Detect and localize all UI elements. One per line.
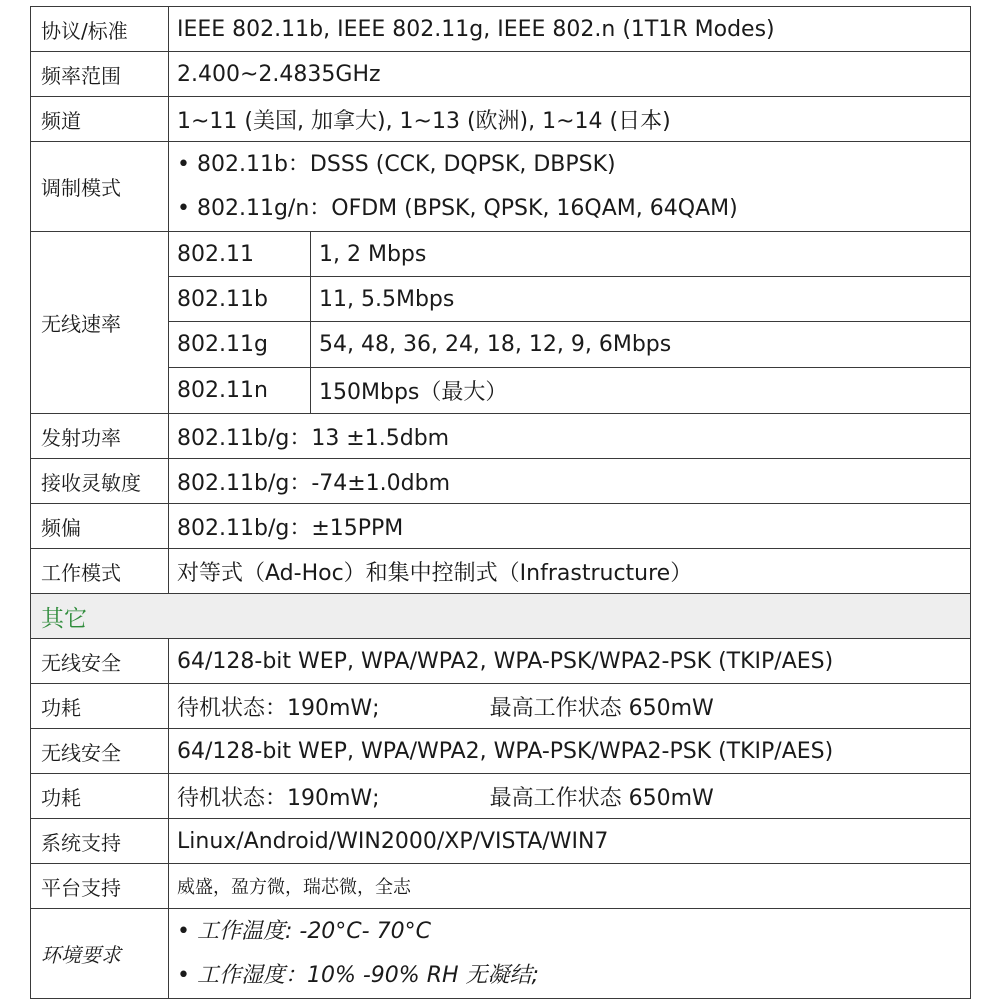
power-standby: 待机状态：190mW; <box>177 785 380 811</box>
section-heading-other: 其它 <box>31 594 971 639</box>
label-work-mode: 工作模式 <box>31 549 169 594</box>
value-channel: 1~11 (美国, 加拿大), 1~13 (欧洲), 1~14 (日本) <box>169 97 971 142</box>
value-sensitivity: 802.11b/g：-74±1.0dbm <box>169 459 971 504</box>
label-channel: 频道 <box>31 97 169 142</box>
value-security: 64/128-bit WEP, WPA/WPA2, WPA-PSK/WPA2-PSK (TKIP/AES) <box>169 639 971 684</box>
label-security: 无线安全 <box>31 729 169 774</box>
row-os <box>31 819 971 864</box>
rate-std: 802.11 <box>169 232 311 277</box>
rate-speed: 11, 5.5Mbps <box>311 277 971 322</box>
label-os: 系统支持 <box>31 819 169 864</box>
rate-std: 802.11n <box>169 368 311 414</box>
value-frequency: 2.400~2.4835GHz <box>169 52 971 97</box>
value-power <box>169 774 971 819</box>
label-sensitivity: 接收灵敏度 <box>31 459 169 504</box>
env-humidity: • 工作湿度：10% -90% RH 无凝结; <box>177 962 539 988</box>
modulation-line-gn: • 802.11g/n：OFDM (BPSK, QPSK, 16QAM, 64QAM) <box>177 195 738 221</box>
value-freq-offset: 802.11b/g：±15PPM <box>169 504 971 549</box>
rate-speed: 1, 2 Mbps <box>311 232 971 277</box>
value-security: 64/128-bit WEP, WPA/WPA2, WPA-PSK/WPA2-PSK (TKIP/AES) <box>169 729 971 774</box>
modulation-line-b: • 802.11b：DSSS (CCK, DQPSK, DBPSK) <box>177 151 616 177</box>
label-rate: 无线速率 <box>31 232 169 414</box>
label-env: 环境要求 <box>31 909 169 999</box>
value-platform: 威盛，盈方微，瑞芯微，全志 <box>169 864 971 909</box>
label-protocol: 协议/标准 <box>31 7 169 52</box>
row-frequency <box>31 52 971 97</box>
value-power <box>169 684 971 729</box>
row-platform <box>31 864 971 909</box>
row-channel <box>31 97 971 142</box>
label-frequency: 频率范围 <box>31 52 169 97</box>
env-temperature: • 工作温度: -20°C- 70°C <box>177 918 431 944</box>
label-modulation: 调制模式 <box>31 142 169 232</box>
label-security: 无线安全 <box>31 639 169 684</box>
label-platform: 平台支持 <box>31 864 169 909</box>
row-tx-power <box>31 414 971 459</box>
value-os: Linux/Android/WIN2000/XP/VISTA/WIN7 <box>169 819 971 864</box>
rate-std: 802.11b <box>169 277 311 322</box>
power-standby: 待机状态：190mW; <box>177 695 380 721</box>
row-sensitivity <box>31 459 971 504</box>
rate-speed: 54, 48, 36, 24, 18, 12, 9, 6Mbps <box>311 322 971 368</box>
label-power: 功耗 <box>31 684 169 729</box>
power-max: 最高工作状态 650mW <box>489 695 714 721</box>
row-freq-offset <box>31 504 971 549</box>
value-protocol: IEEE 802.11b, IEEE 802.11g, IEEE 802.n (1T1R Modes) <box>169 7 971 52</box>
label-freq-offset: 频偏 <box>31 504 169 549</box>
row-rate-2 <box>31 277 971 322</box>
power-max: 最高工作状态 650mW <box>489 785 714 811</box>
value-work-mode: 对等式（Ad-Hoc）和集中控制式（Infrastructure） <box>169 549 971 594</box>
row-rate-3 <box>31 322 971 368</box>
row-rate-1 <box>31 232 971 277</box>
label-power: 功耗 <box>31 774 169 819</box>
value-modulation <box>169 142 971 232</box>
row-security-1 <box>31 639 971 684</box>
row-protocol <box>31 7 971 52</box>
row-section-other <box>31 594 971 639</box>
row-power-1 <box>31 684 971 729</box>
spec-table <box>30 6 971 999</box>
row-modulation <box>31 142 971 232</box>
row-power-2 <box>31 774 971 819</box>
row-work-mode <box>31 549 971 594</box>
value-env <box>169 909 971 999</box>
rate-speed: 150Mbps（最大） <box>311 368 971 414</box>
row-env <box>31 909 971 999</box>
row-rate-4 <box>31 368 971 414</box>
rate-std: 802.11g <box>169 322 311 368</box>
label-tx-power: 发射功率 <box>31 414 169 459</box>
row-security-2 <box>31 729 971 774</box>
value-tx-power: 802.11b/g：13 ±1.5dbm <box>169 414 971 459</box>
